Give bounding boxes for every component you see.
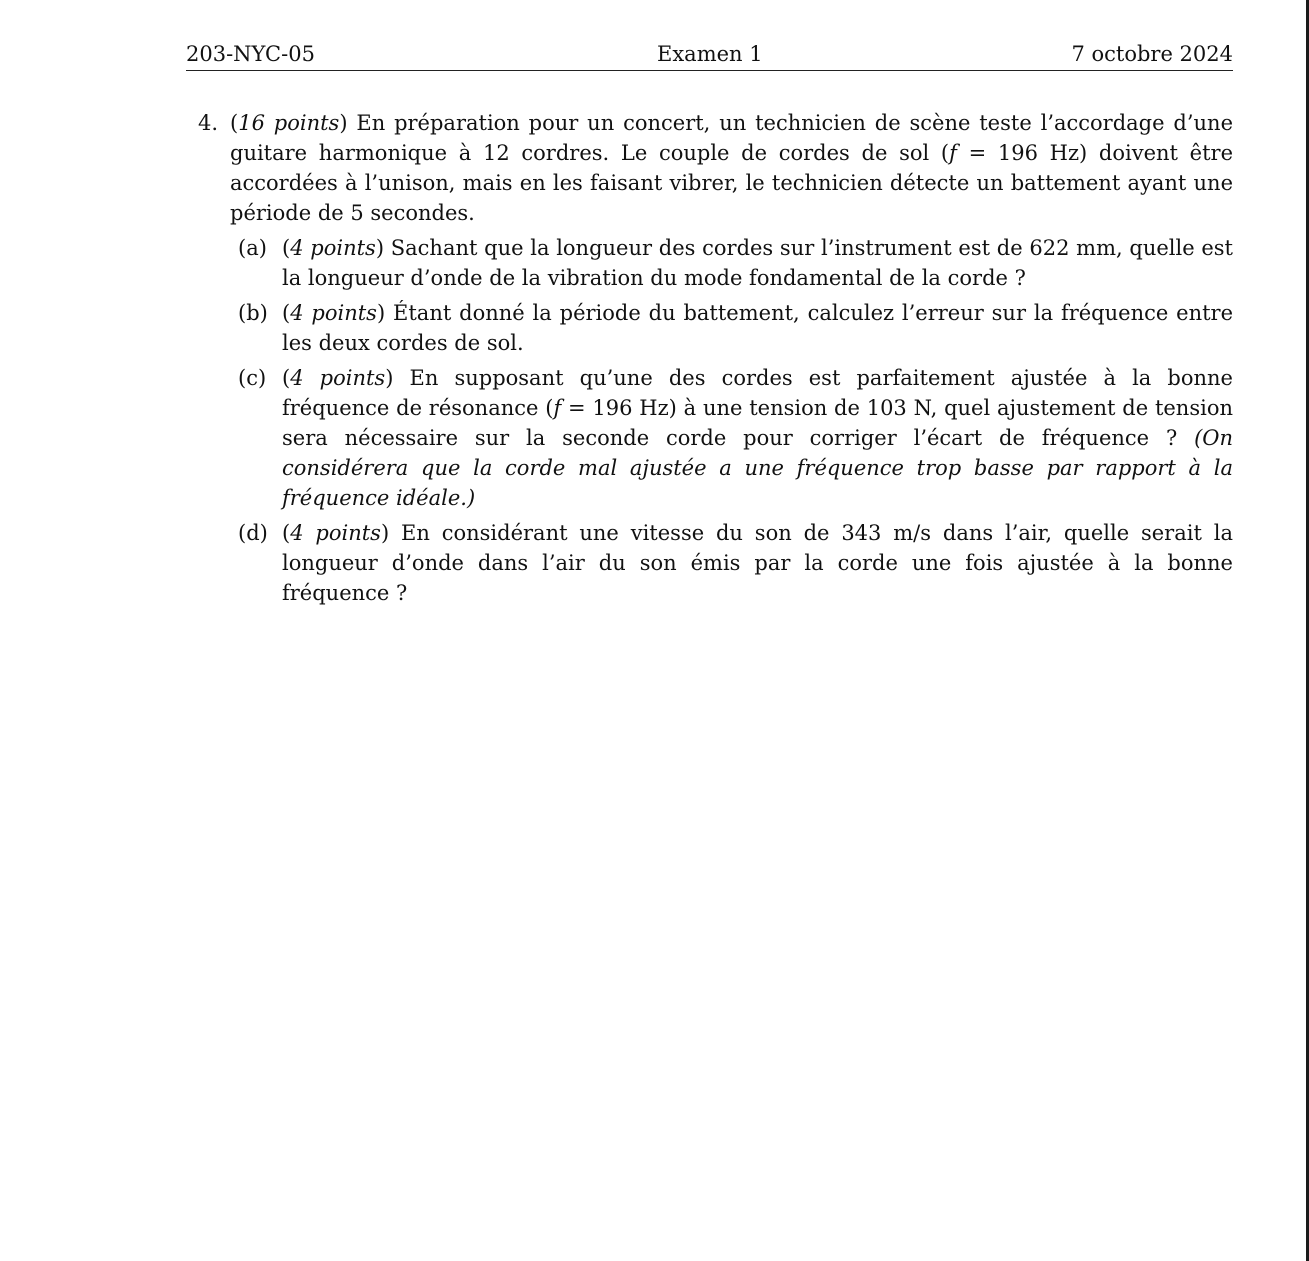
question-text-part-1: En préparation pour un concert, un technicien de scène teste l’accordage d’une guitare harmonique à 12 cordres. Le couple de cordes de sol (: [230, 111, 1233, 165]
sub-question-d: [238, 518, 1233, 608]
question-text-part-2: = 196 Hz) doivent être accordées à l’unison, mais en les faisant vibrer, le technicien détecte un battement ayant une période de 5 secondes.: [230, 141, 1233, 225]
sub-question-label: (a): [238, 236, 267, 260]
sub-question-b: [238, 298, 1233, 358]
frequency-symbol: f: [949, 141, 957, 165]
question-4: [198, 108, 1233, 613]
sub-question-text-part-1: En supposant qu’une des cordes est parfaitement ajustée à la bonne fréquence de résonance (: [282, 366, 1233, 420]
sub-question-a: [238, 233, 1233, 293]
sub-question-label: (b): [238, 301, 268, 325]
sub-question-body: (4 points) En supposant qu’une des cordes est parfaitement ajustée à la bonne fréquence de résonance (f = 196 Hz) à une tension de 103 N, quel ajustement de tension sera nécessaire sur la seconde corde pour corriger l’écart de fréquence ? (On considérera que la corde mal ajustée a une fréquence trop basse par rapport à la fréquence idéale.): [282, 366, 1233, 510]
exam-date: 7 octobre 2024: [1071, 42, 1233, 66]
question-points: 16 points: [238, 111, 340, 135]
sub-question-points: 4 points: [290, 366, 386, 390]
course-code: 203-NYC-05: [186, 42, 315, 66]
sub-questions: [238, 233, 1233, 608]
sub-question-text: Sachant que la longueur des cordes sur l’instrument est de 622 mm, quelle est la longueur d’onde de la vibration du mode fondamental de la corde ?: [282, 236, 1233, 290]
sub-question-text: Étant donné la période du battement, calculez l’erreur sur la fréquence entre les deux cordes de sol.: [282, 301, 1233, 355]
sub-question-note: (On considérera que la corde mal ajustée a une fréquence trop basse par rapport à la fréquence idéale.): [282, 426, 1233, 510]
question-number: 4.: [198, 111, 219, 135]
sub-question-points: 4 points: [290, 236, 376, 260]
sub-question-c: [238, 363, 1233, 513]
sub-question-body: (4 points) En considérant une vitesse du son de 343 m/s dans l’air, quelle serait la longueur d’onde dans l’air du son émis par la corde une fois ajustée à la bonne fréquence ?: [282, 521, 1233, 605]
sub-question-body: (4 points) Étant donné la période du battement, calculez l’erreur sur la fréquence entre les deux cordes de sol.: [282, 301, 1233, 355]
sub-question-points: 4 points: [290, 301, 377, 325]
sub-question-points: 4 points: [290, 521, 381, 545]
sub-question-body: (4 points) Sachant que la longueur des cordes sur l’instrument est de 622 mm, quelle est la longueur d’onde de la vibration du mode fondamental de la corde ?: [282, 236, 1233, 290]
question-text: (16 points) En préparation pour un concert, un technicien de scène teste l’accordage d’une guitare harmonique à 12 cordres. Le couple de cordes de sol (f = 196 Hz) doivent être accordées à l’unison, mais en les faisant vibrer, le technicien détecte un battement ayant une période de 5 secondes.: [230, 111, 1233, 225]
exam-title: Examen 1: [657, 42, 763, 66]
sub-question-label: (c): [238, 366, 267, 390]
page-header: [186, 40, 1233, 71]
sub-question-text: En considérant une vitesse du son de 343 m/s dans l’air, quelle serait la longueur d’onde dans l’air du son émis par la corde une fois ajustée à la bonne fréquence ?: [282, 521, 1233, 605]
question-statement: [198, 108, 1233, 228]
sub-question-text-part-2: = 196 Hz) à une tension de 103 N, quel ajustement de tension sera nécessaire sur la seconde corde pour corriger l’écart de fréquence ?: [282, 396, 1233, 450]
sub-question-label: (d): [238, 521, 268, 545]
frequency-symbol: f: [553, 396, 562, 420]
